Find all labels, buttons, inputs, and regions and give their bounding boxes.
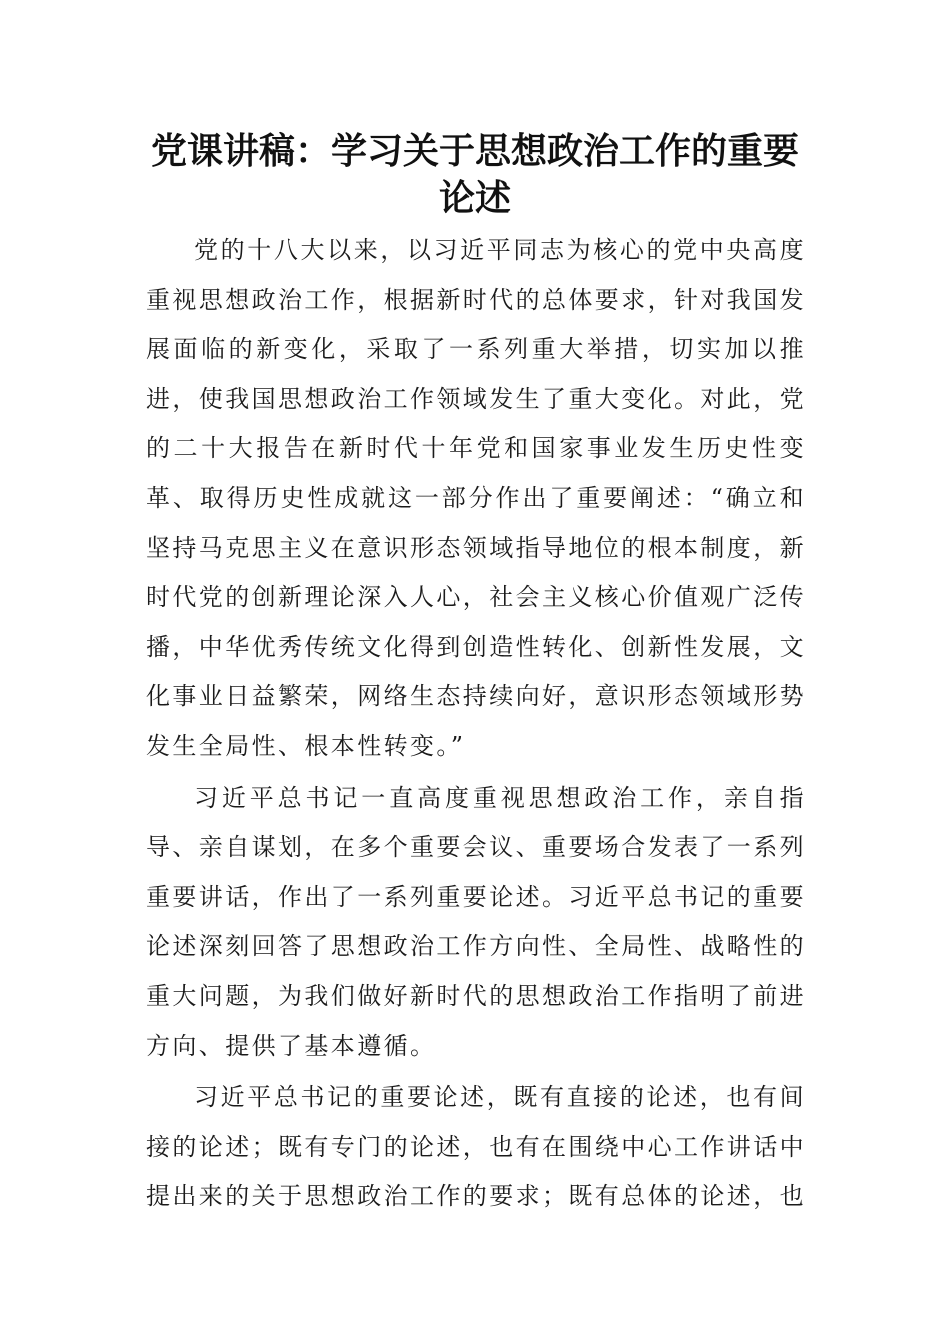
document-body (146, 226, 806, 1222)
document-title: 党课讲稿：学习关于思想政治工作的重要论述 (150, 131, 799, 219)
paragraph-2: 习近平总书记一直高度重视思想政治工作，亲自指导、亲自谋划，在多个重要会议、重要场合发表了一系列重要讲话，作出了一系列重要论述。习近平总书记的重要论述深刻回答了思想政治工作方向性、全局性、战略性的重大问题，为我们做好新时代的思想政治工作指明了前进方向、提供了基本遵循。 (146, 783, 806, 1060)
paragraph-1: 党的十八大以来，以习近平同志为核心的党中央高度重视思想政治工作，根据新时代的总体要求，针对我国发展面临的新变化，采取了一系列重大举措，切实加以推进，使我国思想政治工作领域发生了重大变化。对此，党的二十大报告在新时代十年党和国家事业发生历史性变革、取得历史性成就这一部分作出了重要阐述：“确立和坚持马克思主义在意识形态领域指导地位的根本制度，新时代党的创新理论深入人心，社会主义核心价值观广泛传播，中华优秀传统文化得到创造性转化、创新性发展，文化事业日益繁荣，网络生态持续向好，意识形态领域形势发生全局性、根本性转变。” (146, 236, 806, 760)
paragraph-3: 习近平总书记的重要论述，既有直接的论述，也有间接的论述；既有专门的论述，也有在围绕中心工作讲话中提出来的关于思想政治工作的要求；既有总体的论述，也 (146, 1083, 806, 1211)
